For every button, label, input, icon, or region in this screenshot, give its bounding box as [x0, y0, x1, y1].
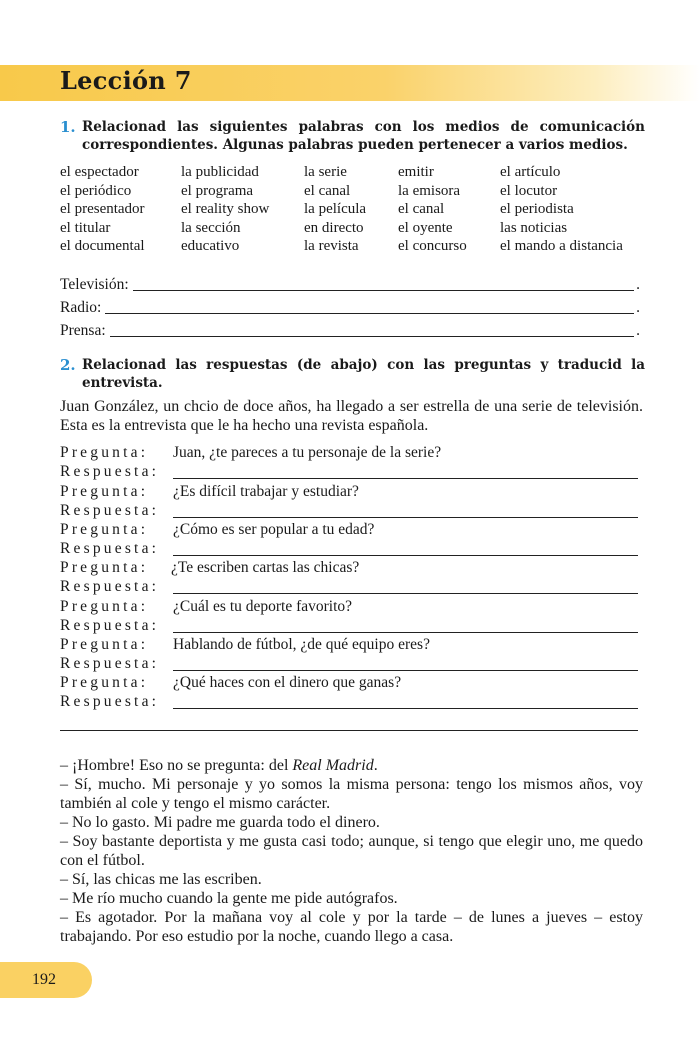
exercise-1-instruction	[60, 118, 645, 154]
answer-item: – Sí, las chicas me las escriben.	[60, 871, 262, 888]
word-item: el concurso	[398, 238, 467, 254]
question-row	[60, 597, 638, 616]
exercise-2-number: 2.	[60, 356, 76, 374]
question-text: Juan, ¿te pareces a tu personaje de la serie?	[173, 444, 442, 462]
line-end: .	[636, 276, 640, 293]
word-item: las noticias	[500, 219, 568, 236]
answer-row	[60, 654, 638, 673]
answer-item: – ¡Hombre! Eso no se pregunta: del Real Madrid.	[60, 757, 378, 774]
answer-item: – Es agotador. Por la mañana voy al cole y por la tarde – de lunes a jueves – estoy trabajando. Por eso estudio por la noche, cuando llego a casa.	[60, 909, 643, 945]
word-column-4	[398, 163, 467, 256]
answer-tag: Respuesta:	[60, 502, 160, 520]
radio-label: Radio:	[60, 299, 102, 316]
question-row	[60, 635, 638, 654]
word-item: la película	[304, 201, 367, 217]
word-item: la serie	[304, 164, 347, 180]
question-row	[60, 482, 638, 501]
word-item: la revista	[304, 238, 359, 254]
press-answer-line[interactable]	[110, 320, 634, 337]
answer-tag: Respuesta:	[60, 540, 160, 558]
answer-item: – Soy bastante deportista y me gusta casi todo; aunque, si tengo que elegir uno, me quedo con el fútbol.	[60, 833, 643, 869]
word-item: el canal	[304, 182, 351, 199]
question-row	[60, 673, 638, 692]
word-item: el titular	[60, 219, 111, 236]
question-text: ¿Es difícil trabajar y estudiar?	[173, 483, 359, 501]
exercise-1-text: Relacionad las siguientes palabras con los medios de comunicación correspondientes. Algunas palabras pueden pertenecer a varios medios.	[82, 119, 645, 153]
answer-tag: Respuesta:	[60, 578, 160, 596]
word-item: el presentador	[60, 201, 145, 217]
television-label: Televisión:	[60, 276, 129, 293]
answer-line[interactable]	[173, 541, 638, 556]
answer-continuation-line[interactable]	[60, 730, 638, 731]
question-tag: Pregunta:	[60, 483, 149, 501]
line-end: .	[636, 322, 640, 339]
word-item: el reality show	[181, 201, 270, 217]
television-answer-row	[60, 272, 640, 294]
press-label: Prensa:	[60, 322, 106, 339]
question-text: ¿Cómo es ser popular a tu edad?	[173, 521, 375, 539]
line-end: .	[636, 299, 640, 316]
question-tag: Pregunta:	[60, 674, 149, 692]
answer-line[interactable]	[173, 579, 638, 594]
answer-item: – Sí, mucho. Mi personaje y yo somos la misma persona: tengo los mismos años, voy también al cole y tengo el mismo carácter.	[60, 776, 643, 812]
answer-row	[60, 692, 638, 711]
answer-row	[60, 462, 638, 481]
question-tag: Pregunta:	[60, 444, 149, 462]
word-item: la publicidad	[181, 164, 259, 180]
word-item: el oyente	[398, 219, 453, 236]
interview-intro: Juan González, un chcio de doce años, ha llegado a ser estrella de una serie de televisión. Esta es la entrevista que le ha hecho una revista española.	[60, 398, 643, 434]
answer-row	[60, 616, 638, 635]
question-tag: Pregunta:	[60, 636, 149, 654]
word-column-5	[500, 163, 623, 256]
answer-tag: Respuesta:	[60, 693, 160, 711]
answer-tag: Respuesta:	[60, 655, 160, 673]
word-item: el artículo	[500, 164, 561, 180]
television-answer-line[interactable]	[133, 274, 634, 291]
answer-item: – Me río mucho cuando la gente me pide autógrafos.	[60, 890, 398, 907]
question-text: ¿Te escriben cartas las chicas?	[171, 559, 360, 577]
exercise-1-number: 1.	[60, 118, 76, 136]
word-item: emitir	[398, 164, 434, 180]
page-number: 192	[32, 971, 56, 988]
question-text: Hablando de fútbol, ¿de qué equipo eres?	[173, 636, 430, 654]
answers-list	[60, 756, 643, 946]
word-item: el periódico	[60, 182, 132, 199]
word-item: educativo	[181, 238, 240, 254]
question-row	[60, 443, 638, 462]
word-item: en directo	[304, 219, 364, 236]
word-column-1	[60, 163, 145, 256]
answer-line[interactable]	[173, 618, 638, 633]
question-text: ¿Qué haces con el dinero que ganas?	[173, 674, 402, 692]
answer-row	[60, 577, 638, 596]
word-item: el documental	[60, 238, 145, 254]
exercise-2-text: Relacionad las respuestas (de abajo) con las preguntas y traducid la entrevista.	[82, 357, 645, 391]
radio-answer-row	[60, 295, 640, 317]
radio-answer-line[interactable]	[105, 297, 634, 314]
answer-line[interactable]	[173, 694, 638, 709]
word-item: el locutor	[500, 182, 558, 199]
question-tag: Pregunta:	[60, 559, 149, 577]
word-item: la sección	[181, 219, 241, 236]
answer-line[interactable]	[173, 464, 638, 479]
question-tag: Pregunta:	[60, 598, 149, 616]
press-answer-row	[60, 318, 640, 340]
answer-item: – No lo gasto. Mi padre me guarda todo el dinero.	[60, 814, 380, 831]
answer-line[interactable]	[173, 656, 638, 671]
word-item: el mando a distancia	[500, 238, 623, 254]
answer-row	[60, 539, 638, 558]
word-item: el espectador	[60, 164, 139, 180]
question-text: ¿Cuál es tu deporte favorito?	[173, 598, 353, 616]
question-row	[60, 558, 638, 577]
answer-row	[60, 501, 638, 520]
word-item: el programa	[181, 182, 254, 199]
word-item: el canal	[398, 201, 445, 217]
answer-emphasis: Real Madrid	[292, 757, 374, 774]
word-column-3	[304, 163, 366, 256]
exercise-2-instruction	[60, 356, 645, 392]
word-item: la emisora	[398, 182, 461, 199]
answer-tag: Respuesta:	[60, 463, 160, 481]
answer-tag: Respuesta:	[60, 617, 160, 635]
question-tag: Pregunta:	[60, 521, 149, 539]
question-row	[60, 520, 638, 539]
word-column-2	[181, 163, 269, 256]
answer-line[interactable]	[173, 503, 638, 518]
lesson-title: Lección 7	[60, 66, 192, 95]
word-item: el periodista	[500, 201, 574, 217]
